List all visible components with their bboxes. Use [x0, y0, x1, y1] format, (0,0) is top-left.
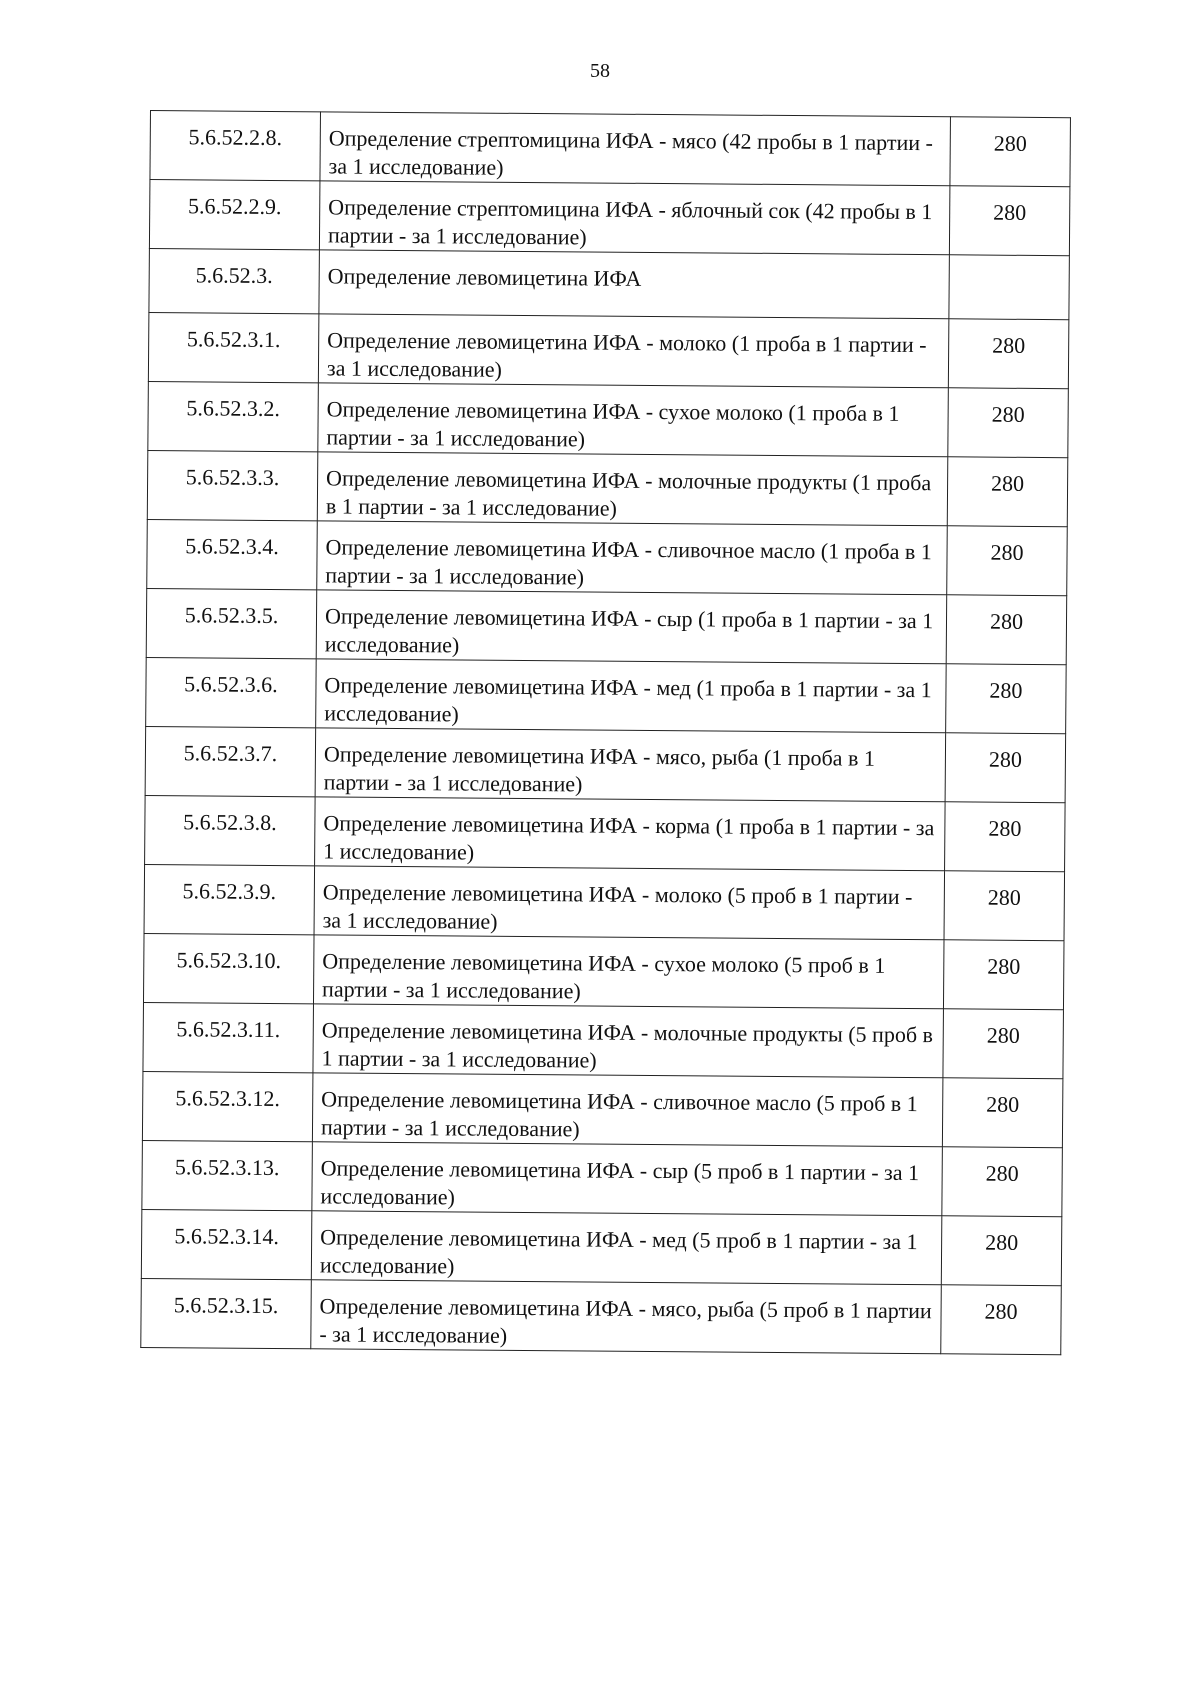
service-code: 5.6.52.3. — [149, 248, 319, 313]
table-row — [146, 588, 1067, 664]
service-code: 5.6.52.3.8. — [145, 795, 316, 865]
service-code: 5.6.52.3.6. — [146, 657, 317, 727]
service-code: 5.6.52.3.2. — [148, 381, 319, 451]
service-price: 280 — [950, 117, 1071, 187]
service-code: 5.6.52.3.12. — [142, 1071, 313, 1141]
table-row — [142, 1140, 1063, 1216]
price-table — [140, 110, 1071, 1355]
service-code: 5.6.52.3.9. — [144, 864, 315, 934]
service-price: 280 — [946, 664, 1067, 734]
service-price: 280 — [946, 595, 1067, 665]
service-code: 5.6.52.3.5. — [146, 588, 317, 658]
table-row — [141, 1278, 1062, 1354]
service-price: 280 — [948, 319, 1069, 389]
service-code: 5.6.52.3.14. — [141, 1209, 312, 1279]
table-row — [146, 657, 1067, 733]
service-price: 280 — [942, 1147, 1063, 1217]
service-name: Определение левомицетина ИФА - сливочное масло (1 проба в 1 партии - за 1 исследование) — [317, 521, 948, 595]
service-price: 280 — [949, 186, 1070, 256]
service-code: 5.6.52.3.1. — [148, 312, 319, 382]
service-price: 280 — [944, 871, 1065, 941]
service-name: Определение левомицетина ИФА - сухое молоко (5 проб в 1 партии - за 1 исследование) — [313, 935, 944, 1009]
service-name: Определение левомицетина ИФА - мясо, рыба (1 проба в 1 партии - за 1 исследование) — [315, 728, 946, 802]
table-row — [141, 1209, 1062, 1285]
table-row — [150, 111, 1071, 187]
service-code: 5.6.52.3.4. — [147, 519, 318, 589]
table-row — [148, 312, 1069, 388]
table-row — [143, 1002, 1064, 1078]
table-row — [142, 1071, 1063, 1147]
table-row — [147, 450, 1068, 526]
service-price: 280 — [942, 1078, 1063, 1148]
service-name: Определение стрептомицина ИФА - мясо (42 пробы в 1 партии - за 1 исследование) — [320, 112, 951, 186]
service-code: 5.6.52.2.9. — [149, 180, 320, 250]
service-price: 280 — [947, 457, 1068, 527]
service-name: Определение левомицетина ИФА - сливочное масло (5 проб в 1 партии - за 1 исследование) — [312, 1073, 943, 1147]
service-price: 280 — [943, 1009, 1064, 1079]
service-price — [949, 255, 1069, 320]
service-name: Определение левомицетина ИФА - молоко (5 проб в 1 партии - за 1 исследование) — [314, 866, 945, 940]
service-price: 280 — [945, 802, 1066, 872]
table-row — [147, 519, 1068, 595]
table-row — [144, 864, 1065, 940]
service-name: Определение левомицетина ИФА - сыр (1 проба в 1 партии - за 1 исследование) — [316, 590, 947, 664]
service-name: Определение левомицетина ИФА - мед (1 проба в 1 партии - за 1 исследование) — [316, 659, 947, 733]
service-code: 5.6.52.3.7. — [145, 726, 316, 796]
service-price: 280 — [941, 1216, 1062, 1286]
service-name: Определение левомицетина ИФА - молоко (1 проба в 1 партии - за 1 исследование) — [318, 314, 949, 388]
service-name: Определение левомицетина ИФА - сыр (5 проб в 1 партии - за 1 исследование) — [312, 1142, 943, 1216]
service-price: 280 — [948, 388, 1069, 458]
service-name: Определение левомицетина ИФА - сухое молоко (1 проба в 1 партии - за 1 исследование) — [318, 383, 949, 457]
service-code: 5.6.52.3.13. — [142, 1140, 313, 1210]
service-name: Определение левомицетина ИФА - мясо, рыба (5 проб в 1 партии - за 1 исследование) — [311, 1280, 942, 1354]
service-name: Определение левомицетина ИФА — [319, 250, 949, 319]
service-name: Определение левомицетина ИФА - мед (5 проб в 1 партии - за 1 исследование) — [311, 1211, 942, 1285]
service-name: Определение левомицетина ИФА - молочные продукты (1 проба в 1 партии - за 1 исследование) — [317, 452, 948, 526]
table-row — [149, 248, 1069, 319]
service-code: 5.6.52.3.10. — [143, 933, 314, 1003]
service-code: 5.6.52.3.15. — [141, 1278, 312, 1348]
table-row — [143, 933, 1064, 1009]
service-name: Определение стрептомицина ИФА - яблочный сок (42 пробы в 1 партии - за 1 исследование) — [319, 181, 950, 255]
table-row — [145, 795, 1066, 871]
service-code: 5.6.52.2.8. — [150, 111, 321, 181]
service-price: 280 — [947, 526, 1068, 596]
service-code: 5.6.52.3.3. — [147, 450, 318, 520]
page-number: 58 — [590, 60, 610, 82]
table-row — [148, 381, 1069, 457]
table-row — [149, 180, 1070, 256]
service-name: Определение левомицетина ИФА - корма (1 проба в 1 партии - за 1 исследование) — [315, 797, 946, 871]
service-code: 5.6.52.3.11. — [143, 1002, 314, 1072]
service-name: Определение левомицетина ИФА - молочные продукты (5 проб в 1 партии - за 1 исследование) — [313, 1004, 944, 1078]
service-price: 280 — [945, 733, 1066, 803]
service-price: 280 — [943, 940, 1064, 1010]
service-price: 280 — [941, 1285, 1062, 1355]
table-row — [145, 726, 1066, 802]
